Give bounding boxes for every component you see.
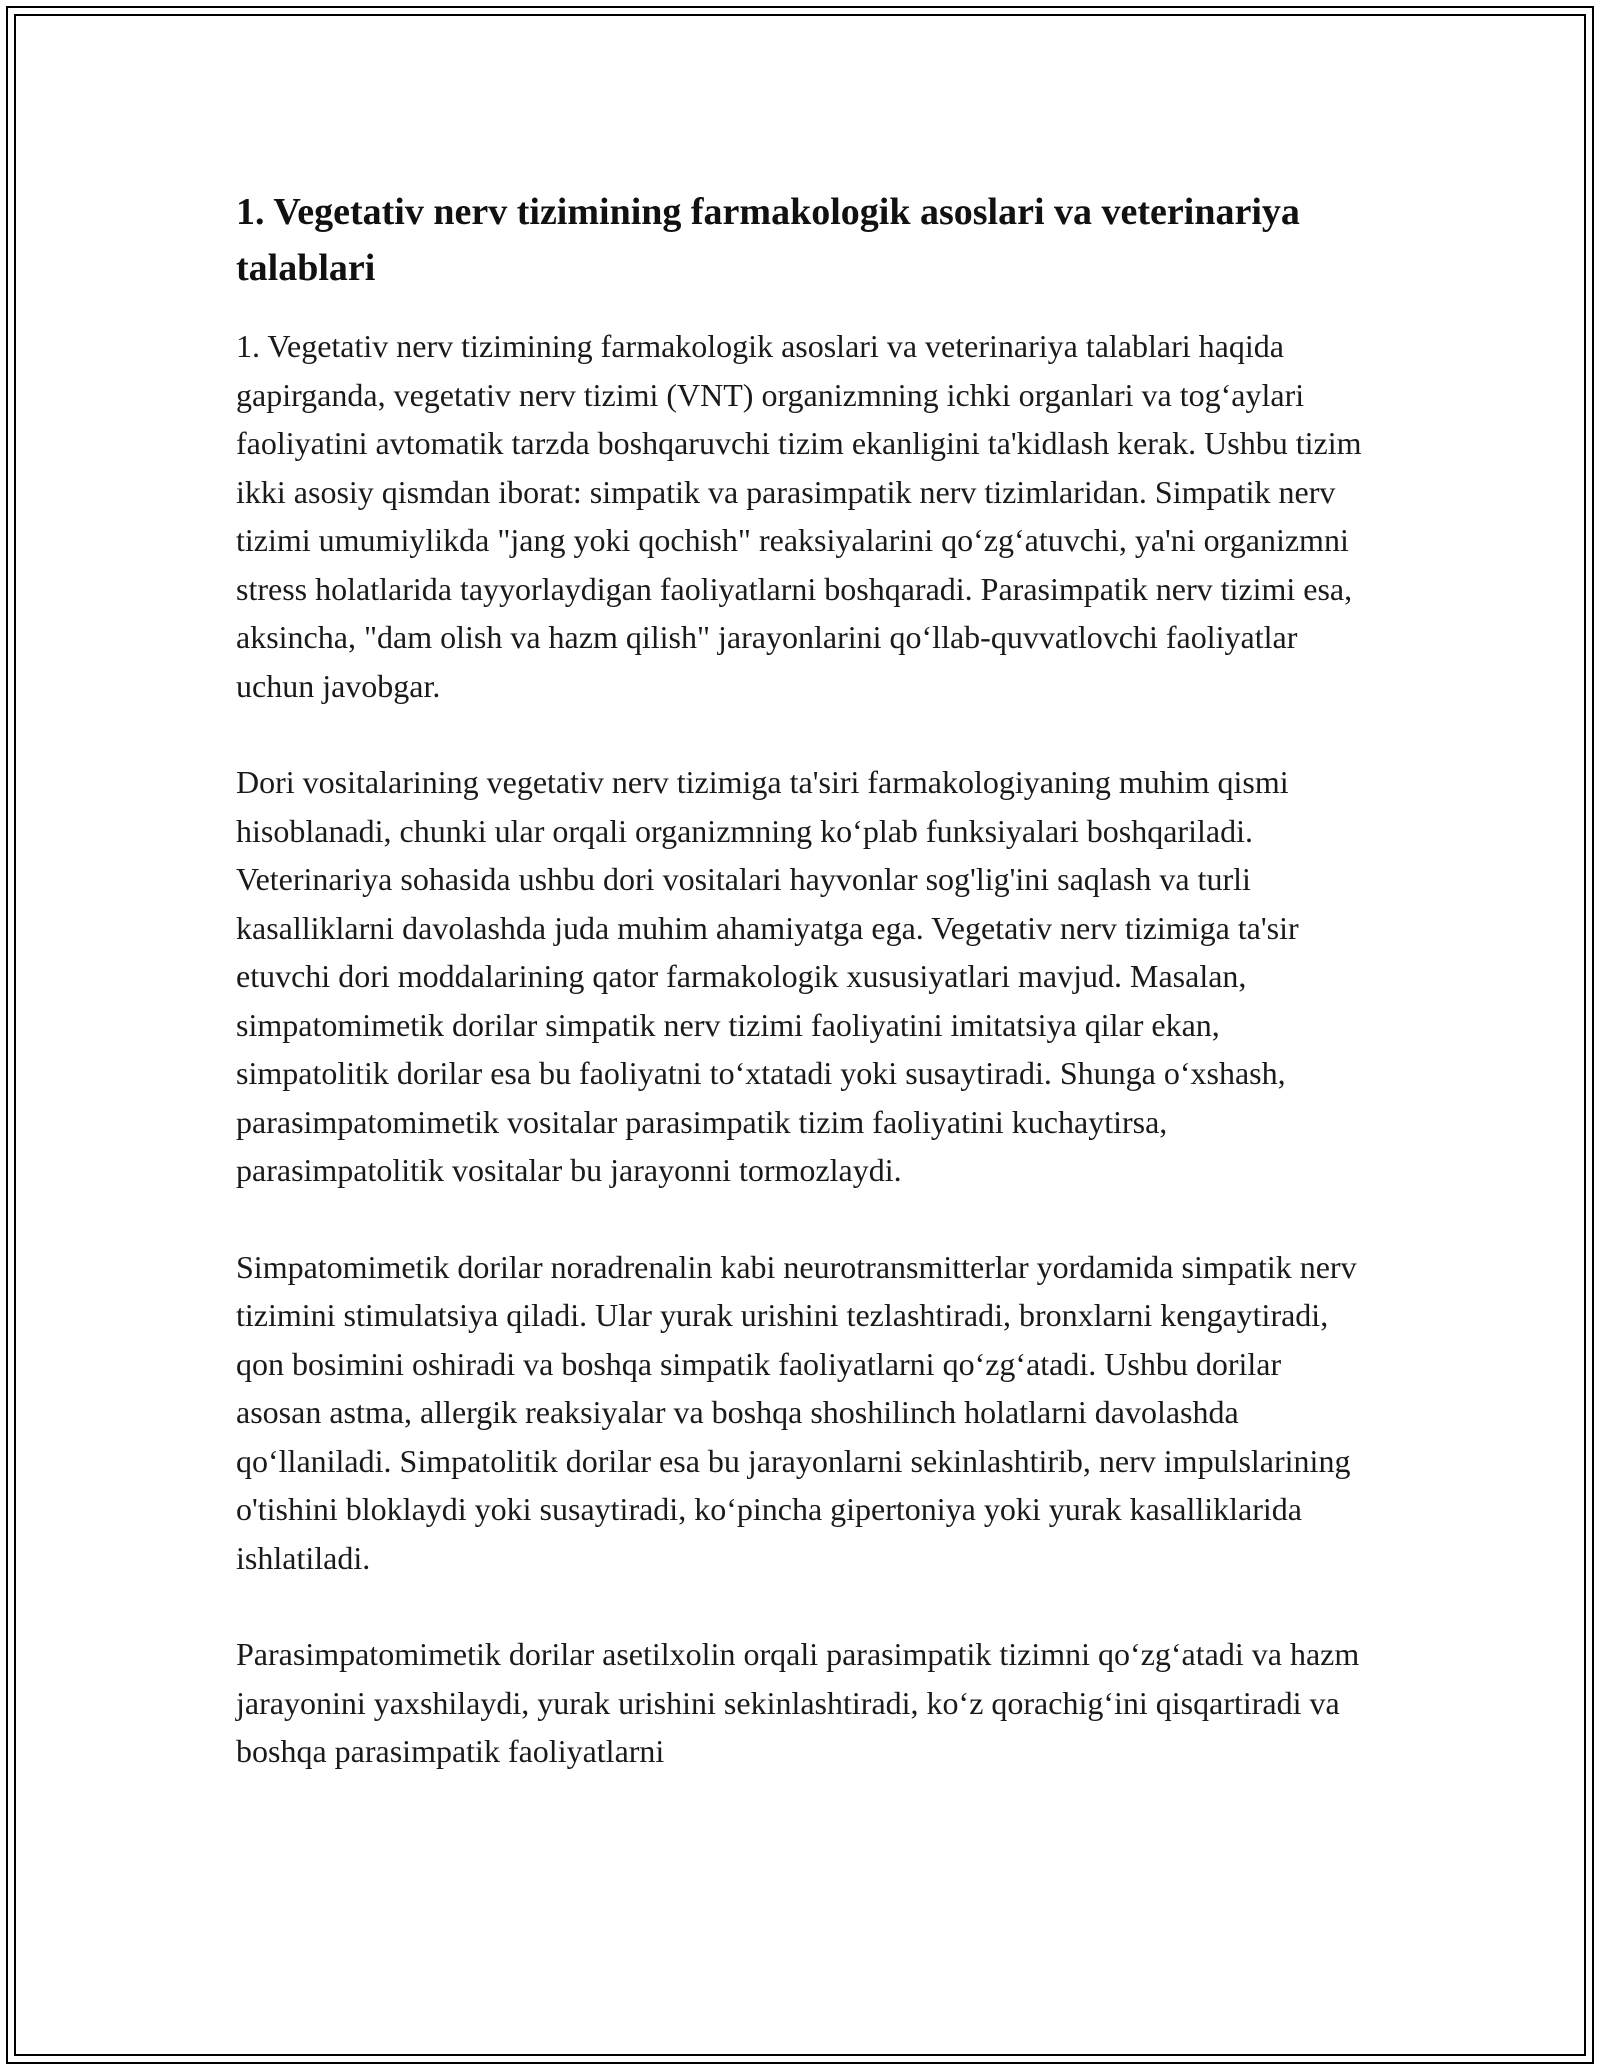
paragraph-2: Dori vositalarining vegetativ nerv tizimiga ta'siri farmakologiyaning muhim qismi hisoblanadi, chunki ular orqali organizmning ko‘plab funksiyalari boshqariladi. Veterinariya sohasida ushbu dori vositalari hayvonlar sog'lig'ini saqlash va turli kasalliklarni davolashda juda muhim ahamiyatga ega. Vegetativ nerv tizimiga ta'sir etuvchi dori moddalarining qator farmakologik xususiyatlari mavjud. Masalan, simpatomimetik dorilar simpatik nerv tizimi faoliyatini imitatsiya qilar ekan, simpatolitik dorilar esa bu faoliyatni to‘xtatadi yoki susaytiradi. Shunga o‘xshash, parasimpatomimetik vositalar parasimpatik tizim faoliyatini kuchaytirsa, parasimpatolitik vositalar bu jarayonni tormozlaydi. xyxy=(236,764,1299,1188)
document-title: 1. Vegetativ nerv tizimining farmakologik asoslari va veterinariya talablari xyxy=(236,191,1300,289)
document-body xyxy=(236,184,1366,1824)
paragraph-4: Parasimpatomimetik dorilar asetilxolin orqali parasimpatik tizimni qo‘zg‘atadi va hazm jarayonini yaxshilaydi, yurak urishini sekinlashtiradi, ko‘z qorachig‘ini qisqartiradi va boshqa parasimpatik faoliyatlarni xyxy=(236,1636,1360,1769)
paragraph-1: 1. Vegetativ nerv tizimining farmakologik asoslari va veterinariya talablari haqida gapirganda, vegetativ nerv tizimi (VNT) organizmning ichki organlari va tog‘aylari faoliyatini avtomatik tarzda boshqaruvchi tizim ekanligini ta'kidlash kerak. Ushbu tizim ikki asosiy qismdan iborat: simpatik va parasimpatik nerv tizimlaridan. Simpatik nerv tizimi umumiylikda "jang yoki qochish" reaksiyalarini qo‘zg‘atuvchi, ya'ni organizmni stress holatlarida tayyorlaydigan faoliyatlarni boshqaradi. Parasimpatik nerv tizimi esa, aksincha, "dam olish va hazm qilish" jarayonlarini qo‘llab-quvvatlovchi faoliyatlar uchun javobgar. xyxy=(236,328,1362,704)
paragraph-3: Simpatomimetik dorilar noradrenalin kabi neurotransmitterlar yordamida simpatik nerv tizimini stimulatsiya qiladi. Ular yurak urishini tezlashtiradi, bronxlarni kengaytiradi, qon bosimini oshiradi va boshqa simpatik faoliyatlarni qo‘zg‘atadi. Ushbu dorilar asosan astma, allergik reaksiyalar va boshqa shoshilinch holatlarni davolashda qo‘llaniladi. Simpatolitik dorilar esa bu jarayonlarni sekinlashtirib, nerv impulslarining o'tishini bloklaydi yoki susaytiradi, ko‘pincha gipertoniya yoki yurak kasalliklarida ishlatiladi. xyxy=(236,1248,1357,1576)
